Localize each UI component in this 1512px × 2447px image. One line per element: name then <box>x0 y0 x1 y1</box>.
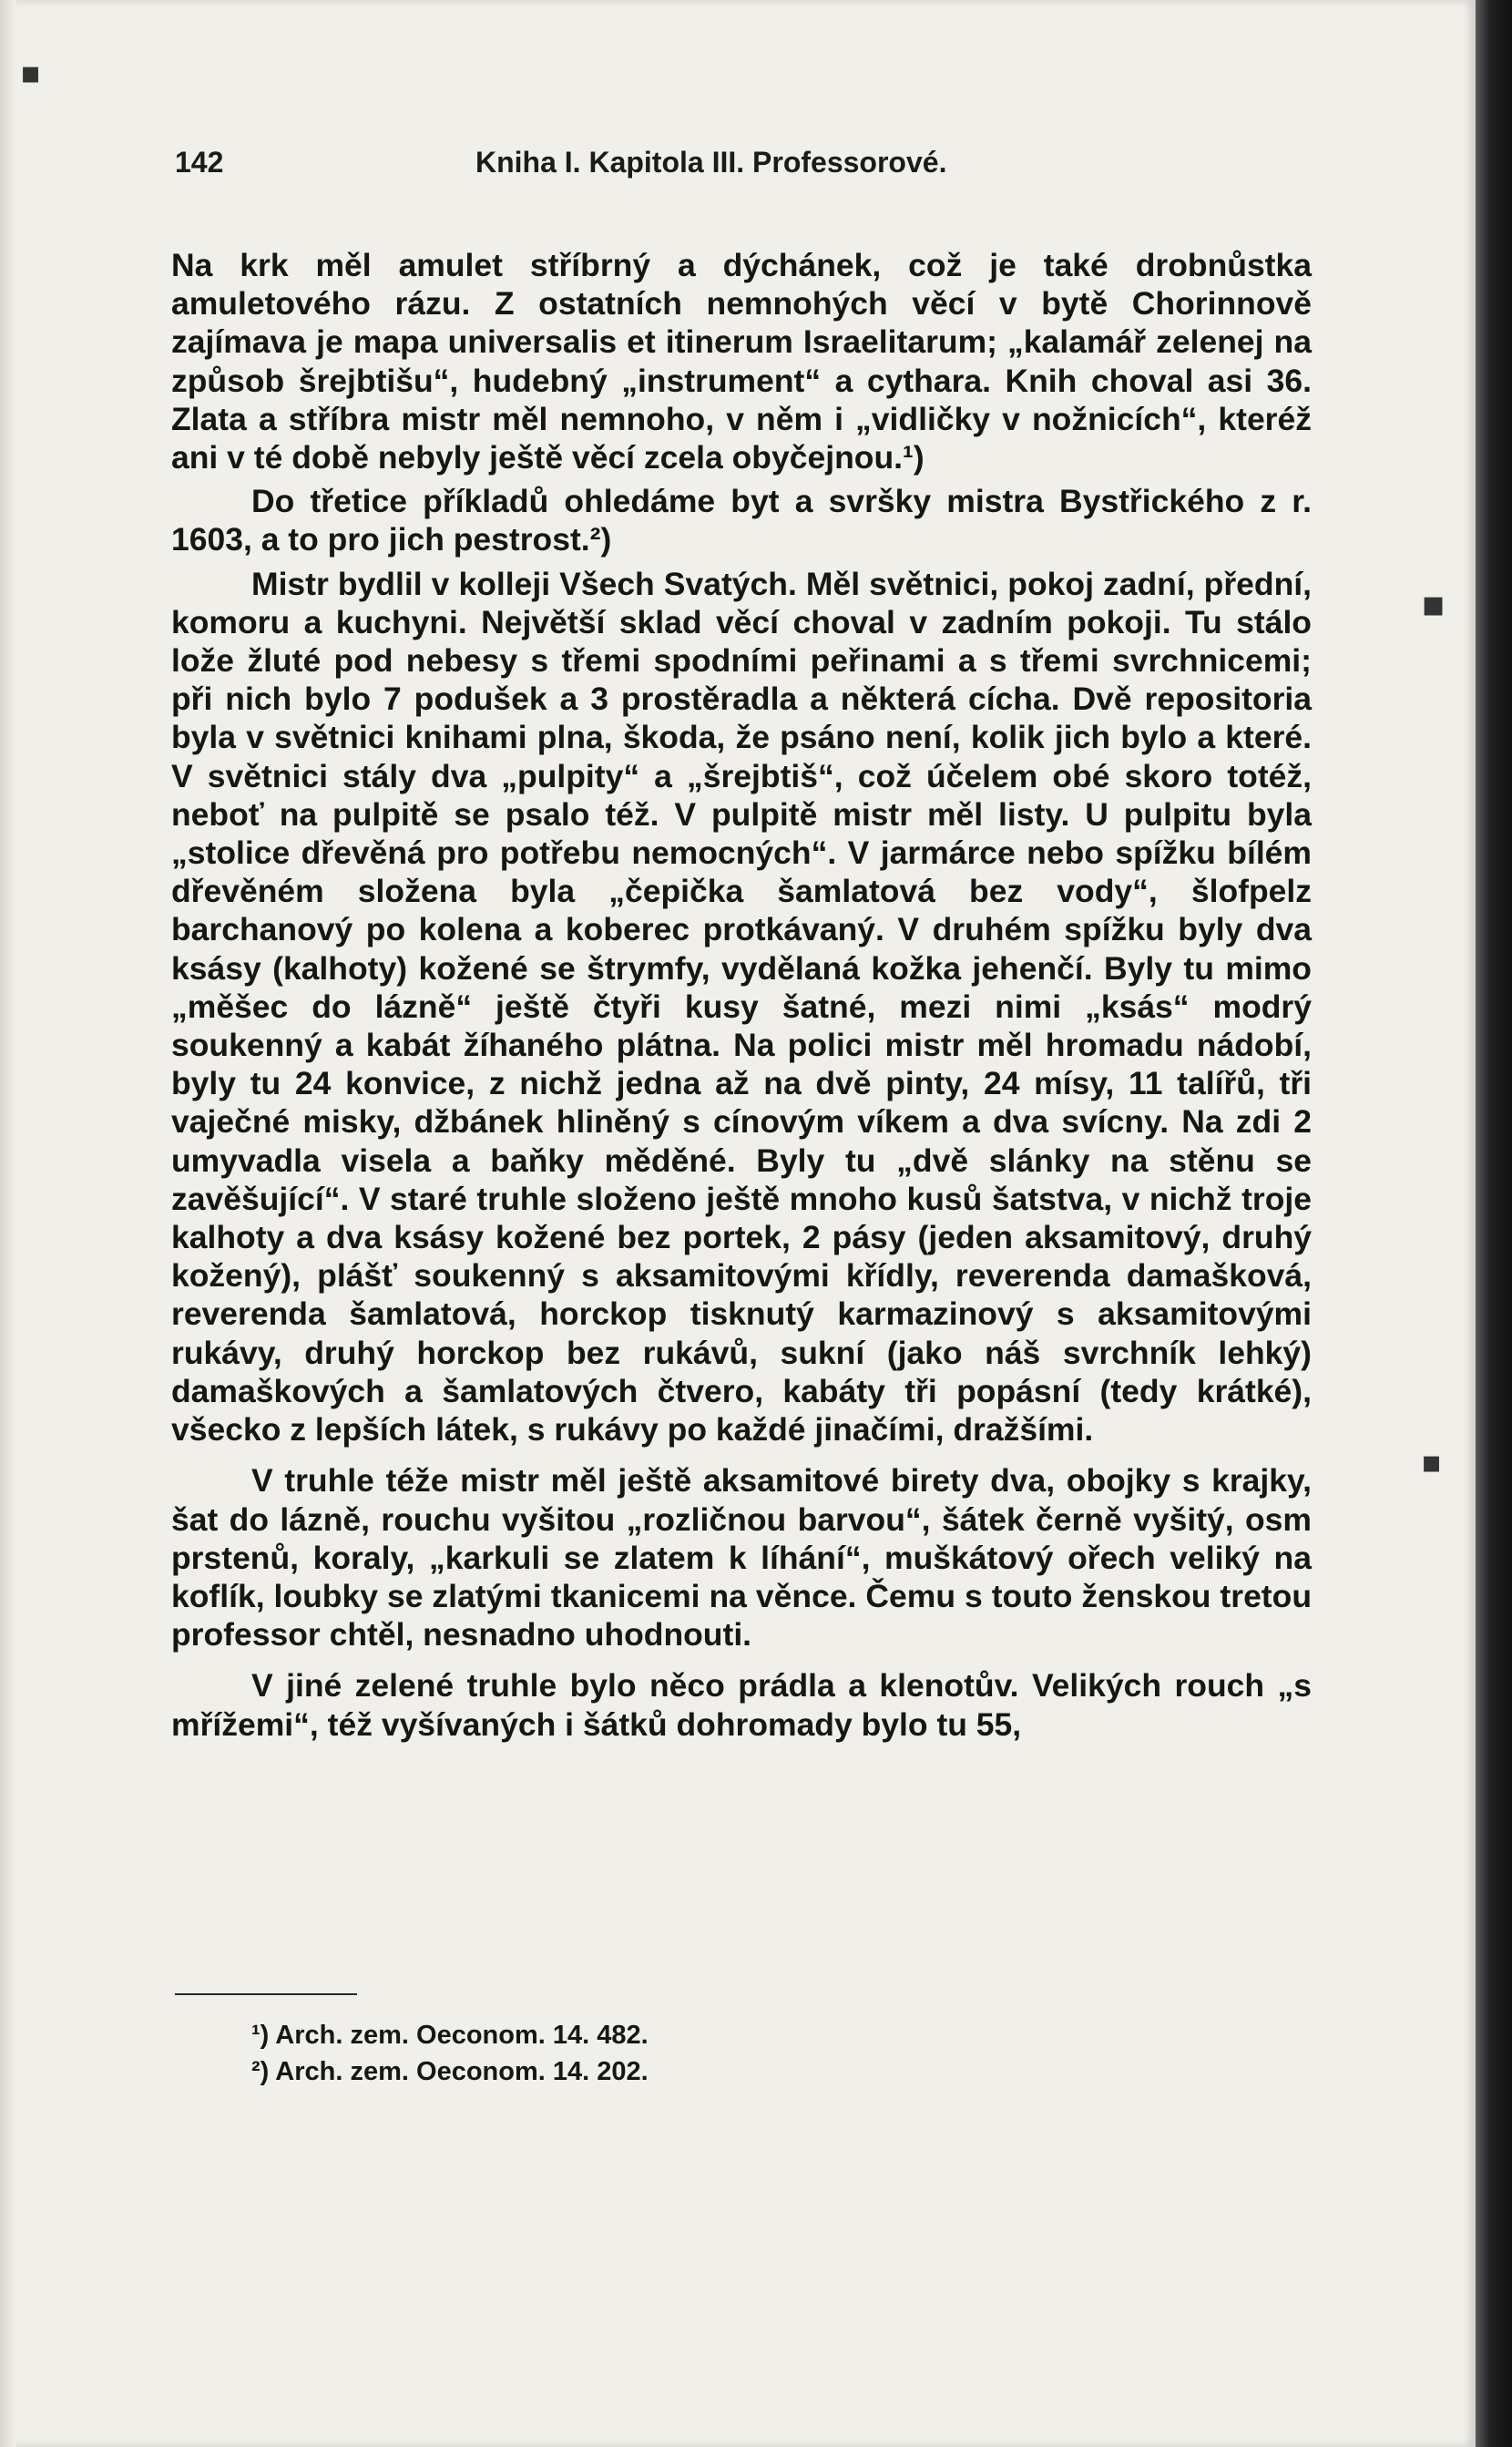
chapter-title: Kniha I. Kapitola III. Professorové. <box>475 146 947 179</box>
paragraph-3: Mistr bydlil v kolleji Všech Svatých. Měl světnici, pokoj zadní, přední, komoru a kuchyni. Největší sklad věcí choval v zadním pokoji. Tu stálo lože žluté pod nebesy s třemi spodními peřinami a s třemi svrchnicemi; při nich bylo 7 podušek a 3 prostěradla a některá cícha. Dvě repositoria byla v světnici knihami plna, škoda, že psáno není, kolik jich bylo a které. V světnici stály dva „pulpity“ a „šrejbtiš“, což účelem obé skoro totéž, neboť na pulpitě se psalo též. V pulpitě mistr měl listy. U pulpitu byla „stolice dřevěná pro potřebu nemocných“. V jarmárce nebo spížku bílém dřevěném složena byla „čepička šamlatová bez vody“, šlofpelz barchanový po kolena a koberec protkávaný. V druhém spížku byly dva ksásy (kalhoty) kožené se štrymfy, vydělaná kožka jehenčí. Byly tu mimo „měšec do lázně“ ještě čtyři kusy šatné, mezi nimi „ksás“ modrý soukenný a kabát žíhaného plátna. Na polici mistr měl hromadu nádobí, byly tu 24 konvice, z nichž jedna až na dvě pinty, 24 mísy, 11 talířů, tři vaječné misky, džbánek hliněný s cínovým víkem a dva svícny. Na zdi 2 umyvadla visela a baňky měděné. Byly tu „dvě slánky na stěnu se zavěšující“. V staré truhle složeno ještě mnoho kusů šatstva, v nichž troje kalhoty a dva ksásy kožené bez portek, 2 pásy (jeden aksamitový, druhý kožený), plášť soukenný s aksamitovými křídly, reverenda damašková, reverenda šamlatová, horckop tisknutý karmazinový s aksamitovými rukávy, druhý horckop bez rukávů, sukní (jako náš svrchník lehký) damaškových a šamlatových čtvero, kabáty tři popásní (tedy krátké), všecko z lepších látek, s rukávy po každé jinačími, dražšími. <box>171 565 1312 1449</box>
paragraph-5: V jiné zelené truhle bylo něco prádla a klenotův. Velikých rouch „s mřížemi“, též vyšívaných i šátků dohromady bylo tu 55, <box>171 1667 1312 1743</box>
paragraph-1: Na krk měl amulet stříbrný a dýchánek, což je také drobnůstka amuletového rázu. Z ostatních nemnohých věcí v bytě Chorinnově zajímava je mapa universalis et itinerum Israelitarum; „kalamář zelenej na způsob šrejbtišu“, hudebný „instrument“ a cythara. Knih choval asi 36. Zlata a stříbra mistr měl nemnoho, v něm i „vidličky v nožnicích“, kteréž ani v té době nebyly ještě věcí zcela obyčejnou.¹) <box>171 247 1312 476</box>
page-edge-shadow <box>1476 0 1512 2447</box>
body-text <box>171 246 1312 1744</box>
page-gutter <box>0 0 16 2447</box>
paragraph-4: V truhle téže mistr měl ještě aksamitové birety dva, obojky s krajky, šat do lázně, rouchu vyšitou „rozličnou barvou“, šátek černě vyšitý, osm prstenů, koraly, „karkuli se zlatem k líhání“, muškátový ořech veliký na koflík, loubky se zlatými tkanicemi na věnce. Čemu s touto ženskou tretou professor chtěl, nesnadno uhodnouti. <box>171 1462 1312 1654</box>
footnote-2: ²) Arch. zem. Oeconom. 14. 202. <box>251 2057 649 2086</box>
paragraph-2: Do třetice příkladů ohledáme byt a svršky mistra Bystřického z r. 1603, a to pro jich pestrost.²) <box>171 483 1312 558</box>
margin-mark-icon: ▪ <box>20 55 42 91</box>
margin-mark-icon: ▪ <box>1421 583 1446 625</box>
footnote-separator <box>175 1993 357 1995</box>
footnotes <box>251 2017 649 2090</box>
running-head <box>175 146 1313 191</box>
footnote-1: ¹) Arch. zem. Oeconom. 14. 482. <box>251 2021 649 2050</box>
page-number: 142 <box>175 146 224 179</box>
margin-mark-icon: ▪ <box>1421 1444 1443 1480</box>
